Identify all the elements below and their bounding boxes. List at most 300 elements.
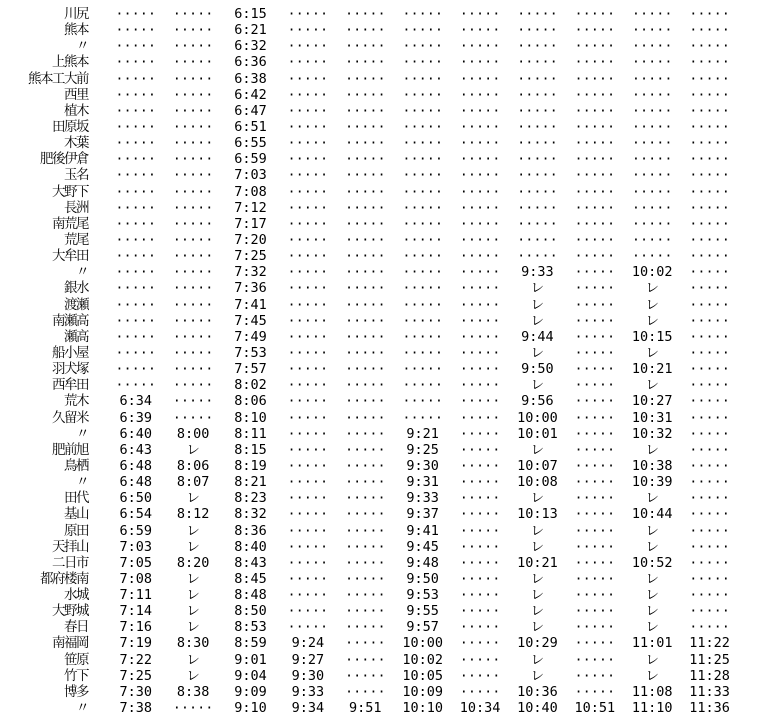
table-row [0,38,780,54]
time-cell: ····· [574,183,616,200]
time-cell: レ [530,651,545,668]
station-name: 田原坂 [52,118,88,135]
time-cell: 11:33 [689,683,730,700]
time-cell: ····· [459,118,501,135]
time-cell: ····· [517,231,558,248]
station-name: 大野下 [52,183,88,200]
time-cell: ····· [344,296,386,313]
time-cell: ····· [631,22,673,39]
time-cell: ····· [574,54,616,71]
table-row [0,248,780,264]
time-cell: ····· [459,102,501,119]
time-cell: ····· [344,344,386,361]
time-cell: 11:01 [631,635,673,652]
time-cell: 8:23 [234,490,267,507]
time-cell: 8:10 [234,409,267,426]
station-name: 鳥栖 [64,457,88,474]
time-cell: ····· [115,344,157,361]
time-cell: レ [186,538,200,555]
time-cell: ····· [689,554,730,571]
table-row [0,232,780,248]
time-cell: 7:19 [119,635,152,652]
station-name: 笹原 [64,651,88,668]
time-cell: ····· [172,393,214,410]
time-cell: レ [530,587,545,604]
time-cell: ····· [287,22,329,39]
table-row [0,426,780,442]
time-cell: レ [186,587,200,604]
time-cell: ····· [344,54,386,71]
time-cell: ····· [459,344,501,361]
time-cell: ····· [344,361,386,378]
time-cell: ····· [287,199,329,216]
time-cell: ····· [574,587,616,604]
time-cell: ····· [172,312,214,329]
time-cell: ····· [459,506,501,523]
time-cell: ····· [287,587,329,604]
time-cell: ····· [115,296,157,313]
time-cell: レ [530,667,545,684]
time-cell: ····· [459,635,501,652]
time-cell: ····· [172,70,214,87]
time-cell: ····· [344,457,386,474]
time-cell: 9:45 [406,538,439,555]
time-cell: ····· [689,506,730,523]
time-cell: 9:09 [234,683,267,700]
time-cell: ····· [172,409,214,426]
time-cell: ····· [172,54,214,71]
time-cell: ····· [689,538,730,555]
time-cell: 7:17 [234,215,267,232]
time-cell: ····· [631,86,673,103]
time-cell: ····· [402,135,443,152]
time-cell: ····· [344,603,386,620]
table-row [0,506,780,522]
time-cell: ····· [344,118,386,135]
time-cell: ····· [689,22,730,39]
time-cell: ····· [344,6,386,22]
time-cell: ····· [517,167,558,184]
time-cell: ····· [402,102,443,119]
time-cell: ····· [344,151,386,168]
table-row [0,329,780,345]
time-cell: ····· [287,231,329,248]
time-cell: レ [530,296,545,313]
time-cell: ····· [344,570,386,587]
table-row [0,6,780,22]
time-cell: ····· [574,215,616,232]
time-cell: ····· [344,506,386,523]
time-cell: ····· [459,683,501,700]
time-cell: 9:30 [406,457,439,474]
time-cell: ····· [115,328,157,345]
time-cell: ····· [459,409,501,426]
time-cell: 7:36 [234,280,267,297]
time-cell: 7:03 [119,538,152,555]
time-cell: 11:22 [689,635,730,652]
station-name: 博多 [64,683,88,700]
time-cell: レ [645,377,659,394]
time-cell: ····· [287,6,329,22]
time-cell: 6:15 [234,6,267,22]
time-cell: 10:10 [402,700,443,716]
time-cell: ····· [631,54,673,71]
station-name: 熊本 [64,22,88,39]
time-cell: 7:25 [119,667,152,684]
time-cell: ····· [459,183,501,200]
time-cell: 7:32 [234,264,267,281]
time-cell: 8:00 [176,425,210,442]
time-cell: ····· [402,199,443,216]
time-cell: ····· [402,393,443,410]
time-cell: ····· [402,215,443,232]
time-cell: ····· [574,409,616,426]
time-cell: ····· [172,86,214,103]
time-cell: ····· [344,70,386,87]
time-cell: 10:34 [459,700,501,716]
time-cell: ····· [631,199,673,216]
time-cell: 9:44 [521,328,554,345]
time-cell: ····· [574,474,616,491]
time-cell: レ [186,667,200,684]
time-cell: レ [186,651,200,668]
time-cell: ····· [689,570,730,587]
time-cell: ····· [402,280,443,297]
time-cell: ····· [459,215,501,232]
time-cell: ····· [459,70,501,87]
time-cell: ····· [287,554,329,571]
station-name: 天拝山 [52,538,88,555]
time-cell: ····· [459,135,501,152]
time-cell: ····· [172,328,214,345]
time-cell: ····· [459,38,501,55]
time-cell: ····· [344,651,386,668]
time-cell: ····· [344,393,386,410]
time-cell: ····· [459,167,501,184]
time-cell: ····· [402,312,443,329]
station-name: 長洲 [64,199,88,216]
time-cell: ····· [344,183,386,200]
time-cell: ····· [689,361,730,378]
time-cell: ····· [517,6,558,22]
time-cell: 7:25 [234,248,267,265]
time-cell: ····· [344,554,386,571]
time-cell: ····· [574,490,616,507]
time-cell: 10:13 [517,506,558,523]
time-cell: 8:12 [176,506,210,523]
time-cell: レ [645,619,659,636]
time-cell: ····· [459,619,501,636]
station-name: 久留米 [52,409,88,426]
time-cell: レ [645,280,659,297]
time-cell: ····· [287,409,329,426]
time-cell: 9:27 [291,651,325,668]
table-row [0,54,780,70]
table-row [0,297,780,313]
time-cell: 6:48 [119,457,152,474]
time-cell: ····· [344,441,386,458]
table-row [0,587,780,603]
time-cell: ····· [459,474,501,491]
time-cell: ····· [344,522,386,539]
time-cell: 10:27 [631,393,673,410]
time-cell: レ [530,312,545,329]
time-cell: ····· [344,215,386,232]
time-cell: 8:11 [234,425,267,442]
time-cell: ····· [689,344,730,361]
time-cell: ····· [631,151,673,168]
station-name: 都府楼南 [40,570,88,587]
time-cell: ····· [287,264,329,281]
time-cell: 9:33 [521,264,554,281]
station-name: 玉名 [64,167,88,184]
time-cell: ····· [517,86,558,103]
time-cell: 6:59 [119,522,152,539]
station-name: 南荒尾 [52,215,88,232]
time-cell: ····· [631,248,673,265]
time-cell: ····· [172,38,214,55]
time-cell: ····· [689,264,730,281]
time-cell: ····· [344,587,386,604]
time-cell: 9:34 [291,700,325,716]
time-cell: ····· [287,296,329,313]
time-cell: ····· [287,70,329,87]
time-cell: 6:48 [119,474,152,491]
station-name: 田代 [64,490,88,507]
time-cell: ····· [689,231,730,248]
time-cell: 7:11 [119,587,152,604]
time-cell: ····· [402,409,443,426]
time-cell: ····· [689,457,730,474]
time-cell: ····· [115,199,157,216]
time-cell: 10:15 [631,328,673,345]
time-cell: 11:25 [689,651,730,668]
time-cell: ····· [115,118,157,135]
time-cell: レ [530,522,545,539]
time-cell: 10:51 [574,700,616,716]
time-cell: 6:42 [234,86,267,103]
time-cell: ····· [402,361,443,378]
time-cell: 9:04 [234,667,267,684]
time-cell: 7:12 [234,199,267,216]
table-row [0,22,780,38]
time-cell: ····· [517,70,558,87]
time-cell: ····· [287,538,329,555]
time-cell: 9:50 [406,570,439,587]
time-cell: ····· [459,457,501,474]
time-cell: 7:20 [234,231,267,248]
time-cell: ····· [517,38,558,55]
time-cell: ····· [459,603,501,620]
time-cell: ····· [574,167,616,184]
time-cell: ····· [574,70,616,87]
station-name: 川尻 [64,6,88,22]
table-row [0,603,780,619]
station-name: 植木 [64,102,88,119]
time-cell: ····· [689,296,730,313]
time-cell: ····· [574,312,616,329]
time-cell: ····· [344,667,386,684]
time-cell: ····· [574,619,616,636]
time-cell: 10:09 [402,683,443,700]
time-cell: 9:10 [234,700,267,716]
time-cell: ····· [287,457,329,474]
time-cell: ····· [287,361,329,378]
time-cell: ····· [287,86,329,103]
time-cell: レ [645,667,659,684]
time-cell: 10:02 [402,651,443,668]
time-cell: ····· [459,231,501,248]
time-cell: 10:29 [517,635,558,652]
time-cell: 8:48 [234,587,267,604]
time-cell: ····· [459,151,501,168]
time-cell: 8:02 [234,377,267,394]
time-cell: ····· [115,54,157,71]
time-cell: 10:52 [631,554,673,571]
time-cell: ····· [459,22,501,39]
time-cell: ····· [115,361,157,378]
time-cell: 9:51 [349,700,382,716]
time-cell: ····· [574,457,616,474]
time-cell: 10:40 [517,700,558,716]
station-name: 春日 [64,619,88,636]
time-cell: ····· [574,231,616,248]
table-row [0,377,780,393]
station-name: 〃 [76,700,88,716]
time-cell: ····· [172,183,214,200]
time-cell: レ [186,441,200,458]
time-cell: ····· [402,296,443,313]
station-name: 渡瀬 [64,296,88,313]
time-cell: 7:03 [234,167,267,184]
time-cell: ····· [689,199,730,216]
table-row [0,280,780,296]
table-row [0,684,780,700]
time-cell: ····· [287,506,329,523]
time-cell: ····· [517,54,558,71]
time-cell: ····· [172,102,214,119]
time-cell: ····· [574,554,616,571]
time-cell: ····· [172,361,214,378]
time-cell: レ [645,344,659,361]
time-cell: ····· [459,570,501,587]
time-cell: ····· [574,328,616,345]
time-cell: ····· [574,248,616,265]
time-cell: レ [645,603,659,620]
time-cell: 8:06 [176,457,210,474]
time-cell: 11:08 [631,683,673,700]
time-cell: ····· [689,135,730,152]
time-cell: ····· [287,248,329,265]
time-cell: 9:33 [291,683,325,700]
table-row [0,313,780,329]
time-cell: 8:36 [234,522,267,539]
time-cell: 6:34 [119,393,152,410]
time-cell: ····· [689,86,730,103]
time-cell: 6:50 [119,490,152,507]
station-name: 大牟田 [52,248,88,265]
time-cell: ····· [344,409,386,426]
time-cell: ····· [574,635,616,652]
time-cell: ····· [344,280,386,297]
table-row [0,135,780,151]
table-row [0,393,780,409]
time-cell: ····· [402,328,443,345]
time-cell: 10:36 [517,683,558,700]
time-cell: 9:53 [406,587,439,604]
table-row [0,474,780,490]
time-cell: 8:43 [234,554,267,571]
time-cell: ····· [344,474,386,491]
time-cell: ····· [631,102,673,119]
time-cell: 10:07 [517,457,558,474]
time-cell: レ [530,441,545,458]
station-name: 木葉 [64,135,88,152]
time-cell: ····· [287,344,329,361]
time-cell: ····· [287,619,329,636]
table-row [0,87,780,103]
station-name: 羽犬塚 [52,361,88,378]
time-cell: ····· [172,118,214,135]
time-cell: ····· [344,328,386,345]
time-cell: レ [530,344,545,361]
time-cell: ····· [115,102,157,119]
time-cell: ····· [517,248,558,265]
time-cell: ····· [574,361,616,378]
time-cell: 6:51 [234,118,267,135]
time-cell: レ [530,490,545,507]
station-name: 原田 [64,522,88,539]
time-cell: ····· [574,199,616,216]
time-cell: ····· [344,167,386,184]
time-cell: 10:21 [631,361,673,378]
time-cell: 8:40 [234,538,267,555]
time-cell: 8:21 [234,474,267,491]
time-cell: ····· [115,312,157,329]
time-cell: ····· [344,425,386,442]
time-cell: ····· [115,215,157,232]
time-cell: ····· [459,296,501,313]
time-cell: 10:32 [631,425,673,442]
time-cell: ····· [115,70,157,87]
time-cell: ····· [287,312,329,329]
station-name: 熊本工大前 [28,70,88,87]
time-cell: ····· [517,22,558,39]
time-cell: ····· [402,183,443,200]
time-cell: ····· [344,619,386,636]
time-cell: ····· [574,506,616,523]
time-cell: 9:50 [521,361,554,378]
station-name: 瀬高 [64,328,88,345]
time-cell: 8:19 [234,457,267,474]
time-cell: ····· [689,54,730,71]
time-cell: レ [530,603,545,620]
time-cell: ····· [631,135,673,152]
station-name: 荒木 [64,393,88,410]
time-cell: ····· [517,102,558,119]
table-row [0,539,780,555]
time-cell: ····· [287,474,329,491]
time-cell: ····· [574,667,616,684]
time-cell: 9:57 [406,619,439,636]
time-cell: ····· [402,86,443,103]
time-cell: ····· [459,522,501,539]
time-cell: ····· [402,22,443,39]
time-cell: ····· [459,86,501,103]
time-cell: ····· [172,280,214,297]
time-cell: ····· [574,393,616,410]
time-cell: 7:49 [234,328,267,345]
